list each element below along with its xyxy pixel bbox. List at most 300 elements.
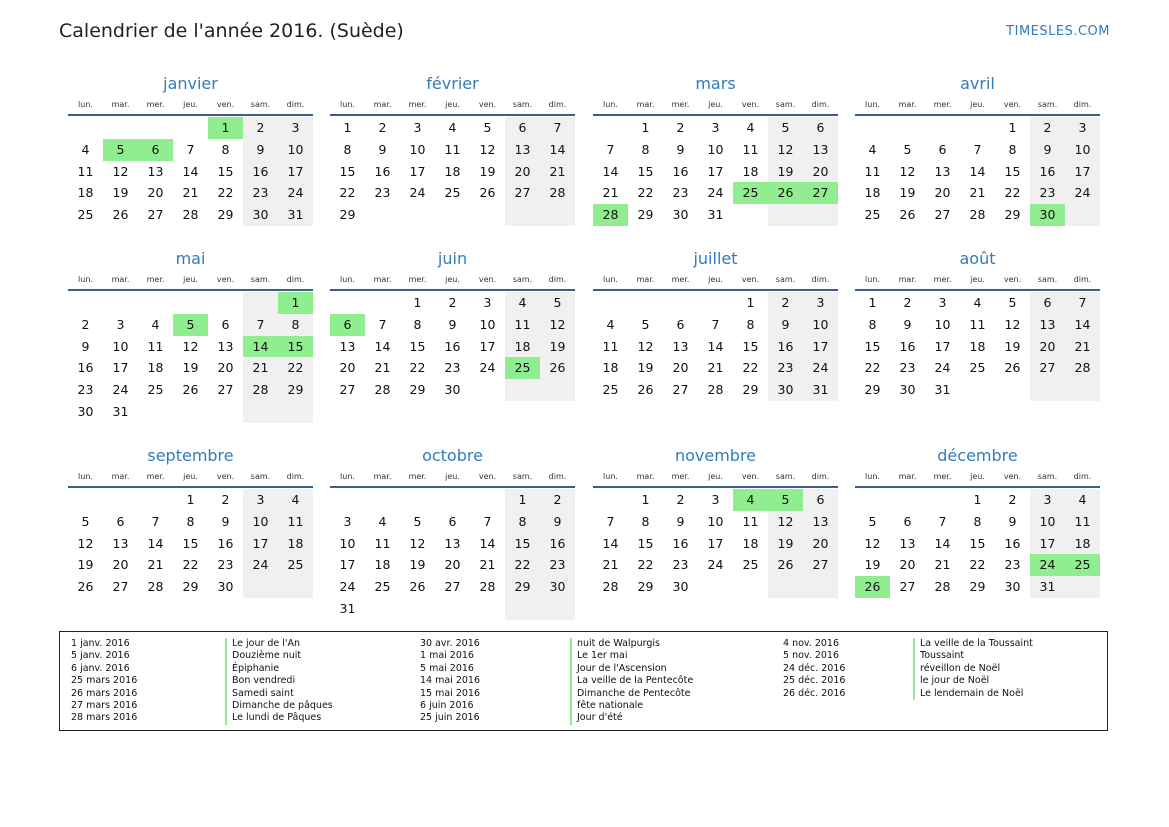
holiday-date: 28 mars 2016: [71, 712, 138, 724]
weekday-label: dim.: [548, 100, 567, 109]
day-cell: 20: [505, 161, 540, 183]
weekday-label: mar.: [636, 100, 655, 109]
day-cell: 18: [505, 336, 540, 358]
day-cell: 19: [182, 360, 199, 376]
day-cell: 17: [112, 360, 129, 376]
empty-day-cell: [540, 598, 575, 620]
weekday-label: ven.: [1003, 275, 1022, 284]
day-cell: 13: [803, 139, 838, 161]
day-cell: 13: [803, 511, 838, 533]
day-cell: 28: [934, 579, 951, 595]
weekday-header: [330, 97, 575, 112]
day-cell: 6: [676, 316, 685, 332]
day-cell: 14: [182, 163, 199, 179]
holiday-name: le jour de Noël: [920, 675, 990, 687]
day-cell: 13: [217, 338, 234, 354]
day-cell: 11: [77, 163, 94, 179]
day-cell: 30: [217, 579, 234, 595]
weekday-label: ven.: [216, 275, 235, 284]
weekday-label: dim.: [811, 100, 830, 109]
day-cell: 15: [217, 163, 234, 179]
day-cell: 7: [540, 117, 575, 139]
day-cell: 23: [444, 360, 461, 376]
weekday-label: lun.: [340, 472, 355, 481]
day-cell: 13: [899, 535, 916, 551]
weekday-label: dim.: [1073, 472, 1092, 481]
empty-day-cell: [435, 598, 470, 620]
day-cell: 13: [444, 535, 461, 551]
day-cell: 11: [374, 535, 391, 551]
day-cell: 16: [243, 161, 278, 183]
weekday-label: dim.: [548, 275, 567, 284]
empty-day-cell: [173, 401, 208, 423]
empty-day-cell: [698, 576, 733, 598]
month-name: mars: [695, 74, 736, 93]
day-cell: 24: [1030, 554, 1065, 576]
empty-day-cell: [103, 117, 138, 139]
day-cell: 29: [217, 207, 234, 223]
day-cell: 9: [1008, 513, 1017, 529]
day-cell: 12: [637, 338, 654, 354]
day-cell: 15: [505, 533, 540, 555]
month-block: [855, 248, 1100, 401]
empty-day-cell: [470, 204, 505, 226]
day-cell: 3: [1030, 489, 1065, 511]
day-cell: 26: [768, 182, 803, 204]
day-cell: 10: [339, 535, 356, 551]
month-block: [68, 445, 313, 598]
day-cell: 4: [81, 141, 90, 157]
day-cell: 23: [672, 557, 689, 573]
empty-day-cell: [855, 489, 890, 511]
day-cell: 17: [934, 338, 951, 354]
day-cell: 17: [1065, 161, 1100, 183]
holiday-name: Dimanche de Pentecôte: [577, 687, 691, 699]
day-cell: 22: [505, 554, 540, 576]
day-cell: 26: [1004, 360, 1021, 376]
empty-day-cell: [365, 489, 400, 511]
day-cell: 10: [409, 141, 426, 157]
weekday-label: ven.: [478, 100, 497, 109]
empty-day-cell: [435, 204, 470, 226]
day-cell: 22: [1004, 185, 1021, 201]
day-cell: 16: [672, 163, 689, 179]
day-cell: 22: [409, 360, 426, 376]
header-rule: [330, 114, 575, 116]
month-name: août: [959, 249, 996, 268]
day-cell: 26: [112, 207, 129, 223]
weekday-label: mer.: [933, 100, 952, 109]
day-cell: 9: [448, 316, 457, 332]
holiday-name: Toussaint: [920, 650, 965, 662]
weekday-label: mar.: [636, 275, 655, 284]
day-cell: 17: [1030, 533, 1065, 555]
empty-day-cell: [365, 598, 400, 620]
weekday-label: sam.: [512, 472, 533, 481]
day-cell: 19: [899, 185, 916, 201]
holiday-date: 15 mai 2016: [420, 687, 481, 699]
weekday-label: jeu.: [708, 100, 723, 109]
day-cell: 27: [444, 579, 461, 595]
day-cell: 15: [409, 338, 426, 354]
weekday-label: lun.: [603, 100, 618, 109]
day-cell: 21: [707, 360, 724, 376]
day-cell: 15: [1004, 163, 1021, 179]
day-cell: 13: [505, 139, 540, 161]
day-cell: 19: [864, 557, 881, 573]
month-name: octobre: [422, 446, 483, 465]
day-cell: 31: [803, 379, 838, 401]
holiday-name: Dimanche de pâques: [232, 700, 333, 712]
day-cell: 8: [221, 141, 230, 157]
day-cell: 11: [742, 513, 759, 529]
day-cell: 9: [540, 511, 575, 533]
day-cell: 4: [868, 141, 877, 157]
weekday-header: [593, 97, 838, 112]
day-cell: 12: [1004, 316, 1021, 332]
empty-day-cell: [890, 489, 925, 511]
day-cell: 31: [339, 600, 356, 616]
holiday-date: 1 janv. 2016: [71, 638, 130, 649]
day-cell: 2: [1008, 492, 1017, 507]
weekday-label: ven.: [478, 472, 497, 481]
day-cell: 25: [147, 382, 164, 398]
holiday-name: Jour de l'Ascension: [577, 662, 667, 674]
holiday-date: 24 déc. 2016: [783, 662, 846, 674]
day-cell: 29: [339, 207, 356, 223]
weekday-label: lun.: [340, 100, 355, 109]
holiday-date: 6 juin 2016: [420, 700, 474, 712]
day-cell: 1: [973, 492, 982, 507]
day-cell: 4: [606, 316, 615, 332]
day-cell: 26: [637, 382, 654, 398]
day-cell: 1: [343, 120, 352, 135]
empty-day-cell: [138, 401, 173, 423]
day-cell: 22: [637, 185, 654, 201]
holiday-date: 4 nov. 2016: [783, 638, 839, 649]
weekday-label: dim.: [1073, 275, 1092, 284]
day-cell: 23: [899, 360, 916, 376]
day-cell: 11: [278, 511, 313, 533]
day-cell: 15: [278, 336, 313, 358]
weekday-label: sam.: [250, 472, 271, 481]
day-grid: [330, 292, 575, 401]
day-cell: 1: [868, 295, 877, 310]
day-cell: 19: [77, 557, 94, 573]
day-cell: 24: [112, 382, 129, 398]
empty-day-cell: [803, 576, 838, 598]
day-cell: 19: [479, 163, 496, 179]
empty-day-cell: [435, 489, 470, 511]
day-cell: 28: [602, 579, 619, 595]
day-cell: 28: [182, 207, 199, 223]
day-cell: 18: [1065, 533, 1100, 555]
day-cell: 8: [343, 141, 352, 157]
day-cell: 29: [864, 382, 881, 398]
day-cell: 16: [444, 338, 461, 354]
day-cell: 5: [81, 513, 90, 529]
day-cell: 20: [934, 185, 951, 201]
day-cell: 22: [864, 360, 881, 376]
holiday-name: fête nationale: [577, 700, 644, 712]
day-cell: 28: [540, 182, 575, 204]
day-cell: 24: [803, 357, 838, 379]
weekday-label: dim.: [811, 275, 830, 284]
day-cell: 14: [479, 535, 496, 551]
holiday-name: Douzième nuit: [232, 650, 302, 662]
day-cell: 7: [711, 316, 720, 332]
day-cell: 8: [868, 316, 877, 332]
weekday-label: jeu.: [445, 472, 460, 481]
day-cell: 20: [803, 161, 838, 183]
holiday-name: La veille de la Toussaint: [920, 638, 1033, 649]
day-cell: 8: [278, 314, 313, 336]
weekday-label: mer.: [671, 275, 690, 284]
day-cell: 23: [1004, 557, 1021, 573]
day-cell: 9: [1030, 139, 1065, 161]
header-rule: [855, 289, 1100, 291]
holiday-date: 25 juin 2016: [420, 712, 480, 724]
day-cell: 2: [221, 492, 230, 507]
weekday-label: jeu.: [708, 275, 723, 284]
day-cell: 23: [243, 182, 278, 204]
day-cell: 17: [707, 163, 724, 179]
holiday-name: Le jour de l'An: [232, 638, 301, 649]
empty-day-cell: [855, 117, 890, 139]
day-cell: 17: [278, 161, 313, 183]
day-cell: 11: [969, 316, 986, 332]
day-cell: 23: [672, 185, 689, 201]
weekday-label: mar.: [636, 472, 655, 481]
day-cell: 27: [899, 579, 916, 595]
weekday-header: [68, 97, 313, 112]
day-cell: 24: [339, 579, 356, 595]
header-rule: [855, 486, 1100, 488]
day-cell: 6: [903, 513, 912, 529]
day-cell: 29: [278, 379, 313, 401]
day-cell: 17: [243, 533, 278, 555]
day-cell: 1: [746, 295, 755, 310]
day-cell: 19: [112, 185, 129, 201]
day-cell: 6: [330, 314, 365, 336]
holiday-names-column: [913, 638, 1033, 700]
day-cell: 10: [1065, 139, 1100, 161]
day-cell: 12: [899, 163, 916, 179]
month-name: janvier: [163, 74, 218, 93]
day-cell: 7: [1065, 292, 1100, 314]
day-cell: 22: [278, 357, 313, 379]
day-cell: 7: [483, 513, 492, 529]
header-rule: [68, 114, 313, 116]
day-cell: 6: [505, 117, 540, 139]
weekday-label: sam.: [775, 275, 796, 284]
day-cell: 10: [112, 338, 129, 354]
empty-day-cell: [540, 379, 575, 401]
empty-day-cell: [243, 576, 278, 598]
day-cell: 9: [378, 141, 387, 157]
day-cell: 26: [77, 579, 94, 595]
day-cell: 21: [147, 557, 164, 573]
day-cell: 25: [602, 382, 619, 398]
empty-day-cell: [593, 117, 628, 139]
day-cell: 7: [973, 141, 982, 157]
weekday-label: mer.: [146, 275, 165, 284]
day-cell: 24: [409, 185, 426, 201]
day-cell: 8: [746, 316, 755, 332]
empty-day-cell: [768, 204, 803, 226]
weekday-label: lun.: [603, 472, 618, 481]
empty-day-cell: [733, 576, 768, 598]
weekday-label: mer.: [408, 100, 427, 109]
weekday-label: jeu.: [445, 100, 460, 109]
day-cell: 3: [938, 295, 947, 310]
day-cell: 11: [864, 163, 881, 179]
day-cell: 6: [448, 513, 457, 529]
day-cell: 2: [540, 489, 575, 511]
weekday-label: lun.: [78, 100, 93, 109]
holiday-names-column: [570, 638, 693, 725]
day-grid: [855, 117, 1100, 226]
empty-day-cell: [138, 292, 173, 314]
day-cell: 10: [479, 316, 496, 332]
day-cell: 29: [505, 576, 540, 598]
day-cell: 5: [540, 292, 575, 314]
day-cell: 31: [278, 204, 313, 226]
month-name: novembre: [674, 446, 757, 465]
month-block: [68, 248, 313, 423]
weekday-label: jeu.: [183, 100, 198, 109]
day-cell: 8: [641, 513, 650, 529]
day-cell: 21: [540, 161, 575, 183]
day-cell: 16: [217, 535, 234, 551]
weekday-label: sam.: [775, 472, 796, 481]
day-cell: 30: [444, 382, 461, 398]
empty-day-cell: [103, 292, 138, 314]
day-cell: 23: [540, 554, 575, 576]
day-cell: 12: [112, 163, 129, 179]
month-block: [330, 73, 575, 226]
empty-day-cell: [663, 292, 698, 314]
day-cell: 28: [969, 207, 986, 223]
day-cell: 24: [1065, 182, 1100, 204]
weekday-label: mar.: [111, 472, 130, 481]
day-cell: 20: [217, 360, 234, 376]
day-cell: 28: [479, 579, 496, 595]
day-cell: 15: [182, 535, 199, 551]
weekday-label: sam.: [1037, 100, 1058, 109]
site-logo-link[interactable]: TIMESLES.COM: [1006, 24, 1110, 39]
day-cell: 4: [746, 120, 755, 135]
day-cell: 27: [803, 182, 838, 204]
day-cell: 14: [707, 338, 724, 354]
weekday-label: mar.: [373, 100, 392, 109]
day-cell: 18: [742, 535, 759, 551]
empty-day-cell: [803, 204, 838, 226]
day-cell: 23: [77, 382, 94, 398]
day-cell: 21: [934, 557, 951, 573]
day-grid: [593, 489, 838, 598]
day-cell: 4: [505, 292, 540, 314]
day-cell: 1: [1008, 120, 1017, 135]
day-cell: 5: [483, 120, 492, 135]
weekday-label: ven.: [741, 472, 760, 481]
weekday-label: mar.: [111, 100, 130, 109]
weekday-header: [855, 469, 1100, 484]
weekday-label: dim.: [286, 275, 305, 284]
day-cell: 8: [505, 511, 540, 533]
day-cell: 13: [112, 535, 129, 551]
day-cell: 4: [378, 513, 387, 529]
day-cell: 5: [903, 141, 912, 157]
day-cell: 10: [803, 314, 838, 336]
day-cell: 5: [768, 489, 803, 511]
weekday-label: ven.: [216, 472, 235, 481]
day-cell: 26: [182, 382, 199, 398]
day-cell: 15: [864, 338, 881, 354]
day-cell: 5: [868, 513, 877, 529]
weekday-label: mar.: [373, 472, 392, 481]
day-cell: 28: [593, 204, 628, 226]
holiday-name: Samedi saint: [232, 687, 294, 699]
month-name: décembre: [937, 446, 1018, 465]
day-cell: 25: [742, 557, 759, 573]
weekday-label: sam.: [775, 100, 796, 109]
day-cell: 26: [479, 185, 496, 201]
day-cell: 8: [973, 513, 982, 529]
holiday-date: 26 mars 2016: [71, 687, 138, 699]
day-cell: 26: [768, 554, 803, 576]
day-cell: 19: [768, 161, 803, 183]
day-cell: 12: [182, 338, 199, 354]
day-grid: [330, 117, 575, 226]
day-cell: 22: [742, 360, 759, 376]
weekday-label: jeu.: [708, 472, 723, 481]
empty-day-cell: [470, 489, 505, 511]
empty-day-cell: [330, 292, 365, 314]
weekday-label: mer.: [146, 100, 165, 109]
holiday-date: 5 mai 2016: [420, 662, 474, 674]
day-cell: 1: [278, 292, 313, 314]
day-cell: 29: [182, 579, 199, 595]
day-cell: 29: [637, 579, 654, 595]
empty-day-cell: [628, 292, 663, 314]
day-cell: 25: [77, 207, 94, 223]
day-cell: 14: [147, 535, 164, 551]
day-cell: 30: [243, 204, 278, 226]
day-cell: 21: [969, 185, 986, 201]
holiday-name: réveillon de Noël: [920, 662, 1001, 674]
day-cell: 18: [969, 338, 986, 354]
day-cell: 23: [374, 185, 391, 201]
day-cell: 22: [217, 185, 234, 201]
day-cell: 20: [899, 557, 916, 573]
day-cell: 30: [672, 207, 689, 223]
day-cell: 18: [147, 360, 164, 376]
empty-day-cell: [400, 598, 435, 620]
day-cell: 6: [1030, 292, 1065, 314]
weekday-label: lun.: [865, 100, 880, 109]
holiday-list: [59, 631, 1108, 731]
empty-day-cell: [960, 117, 995, 139]
empty-day-cell: [768, 576, 803, 598]
weekday-label: dim.: [286, 472, 305, 481]
day-cell: 4: [733, 489, 768, 511]
day-cell: 23: [768, 357, 803, 379]
day-cell: 15: [637, 163, 654, 179]
holiday-date: 25 mars 2016: [71, 675, 138, 687]
month-block: [68, 73, 313, 226]
day-cell: 25: [374, 579, 391, 595]
